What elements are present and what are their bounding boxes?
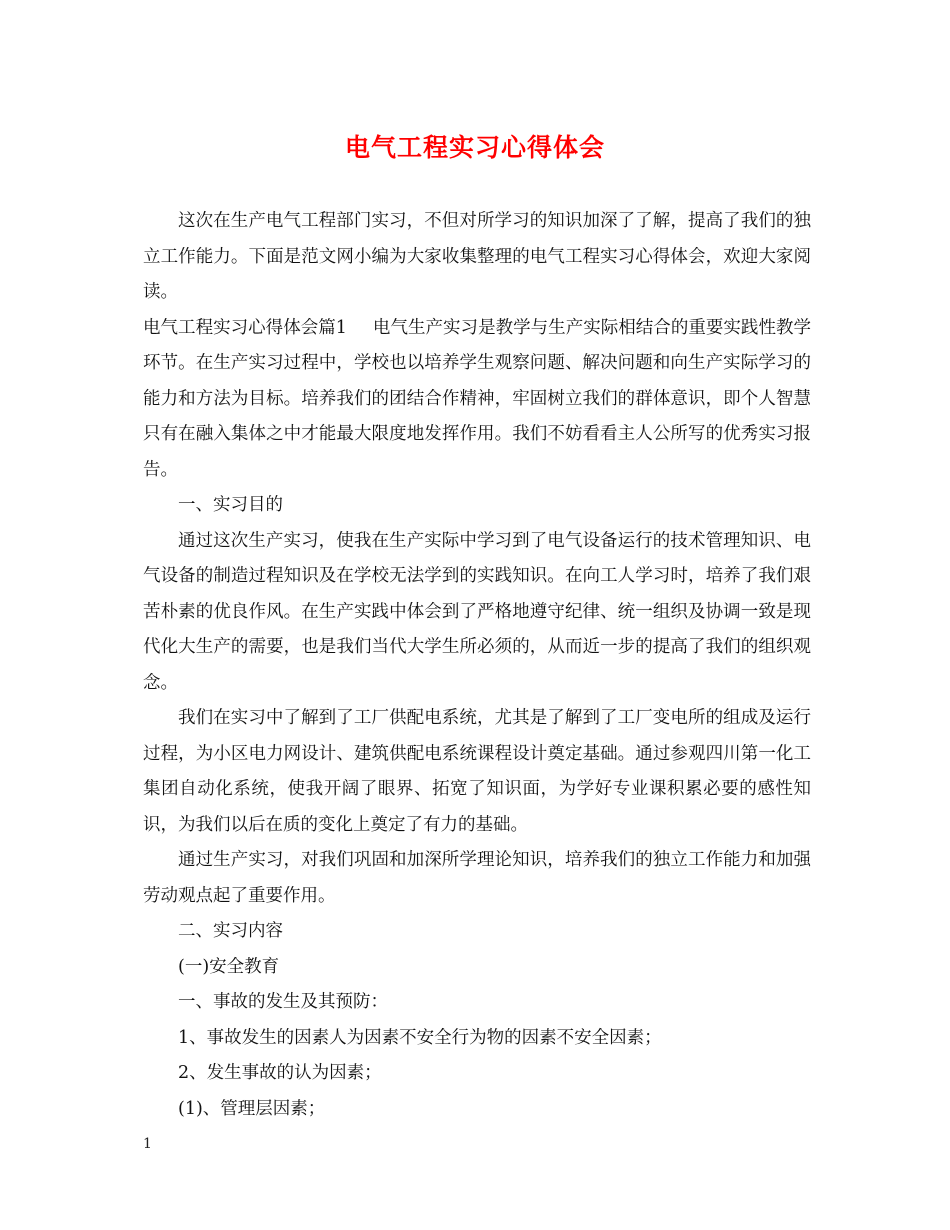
list-item-accident: 一、事故的发生及其预防： xyxy=(178,992,388,1012)
purpose-paragraph-3: 通过生产实习，对我们巩固和加深所学理论知识，培养我们的独立工作能力和加强劳动观点起了重要作用。 xyxy=(143,850,811,906)
heading-purpose: 一、实习目的 xyxy=(178,495,283,515)
list-item-management: (1)、管理层因素； xyxy=(178,1098,326,1119)
section-lead-text: 电气生产实习是教学与生产实际相结合的重要实践性教学环节。在生产实习过程中，学校也以培养学生观察问题、解决问题和向生产实际学习的能力和方法为目标。培养我们的团结合作精神，牢固树立我们的群体意识，即个人智慧只有在融入集体之中才能最大限度地发挥作用。我们不妨看看主人公所写的优秀实习报告。 xyxy=(143,317,812,480)
page-number: 1 xyxy=(143,1136,152,1152)
list-item-human-factors: 2、发生事故的认为因素； xyxy=(178,1063,382,1083)
section-paragraph xyxy=(143,311,811,489)
sub-heading-safety: (一)安全教育 xyxy=(178,956,280,977)
section-heading: 电气工程实习心得体会篇1 xyxy=(143,317,347,338)
purpose-paragraph-2: 我们在实习中了解到了工厂供配电系统，尤其是了解到了工厂变电所的组成及运行过程，为小区电力网设计、建筑供配电系统课程设计奠定基础。通过参观四川第一化工集团自动化系统，使我开阔了眼界、拓宽了知识面，为学好专业课积累必要的感性知识，为我们以后在质的变化上奠定了有力的基础。 xyxy=(143,708,811,835)
intro-paragraph: 这次在生产电气工程部门实习，不但对所学习的知识加深了了解，提高了我们的独立工作能力。下面是范文网小编为大家收集整理的电气工程实习心得体会，欢迎大家阅读。 xyxy=(143,211,811,302)
heading-content: 二、实习内容 xyxy=(178,921,283,941)
document-body xyxy=(143,204,811,1127)
purpose-paragraph-1: 通过这次生产实习，使我在生产实际中学习到了电气设备运行的技术管理知识、电气设备的制造过程知识及在学校无法学到的实践知识。在向工人学习时，培养了我们艰苦朴素的优良作风。在生产实践中体会到了严格地遵守纪律、统一组织及协调一致是现代化大生产的需要，也是我们当代大学生所必须的，从而近一步的提高了我们的组织观念。 xyxy=(143,530,811,693)
list-item-factors: 1、事故发生的因素人为因素不安全行为物的因素不安全因素； xyxy=(178,1027,662,1048)
document-title: 电气工程实习心得体会 xyxy=(344,133,605,162)
